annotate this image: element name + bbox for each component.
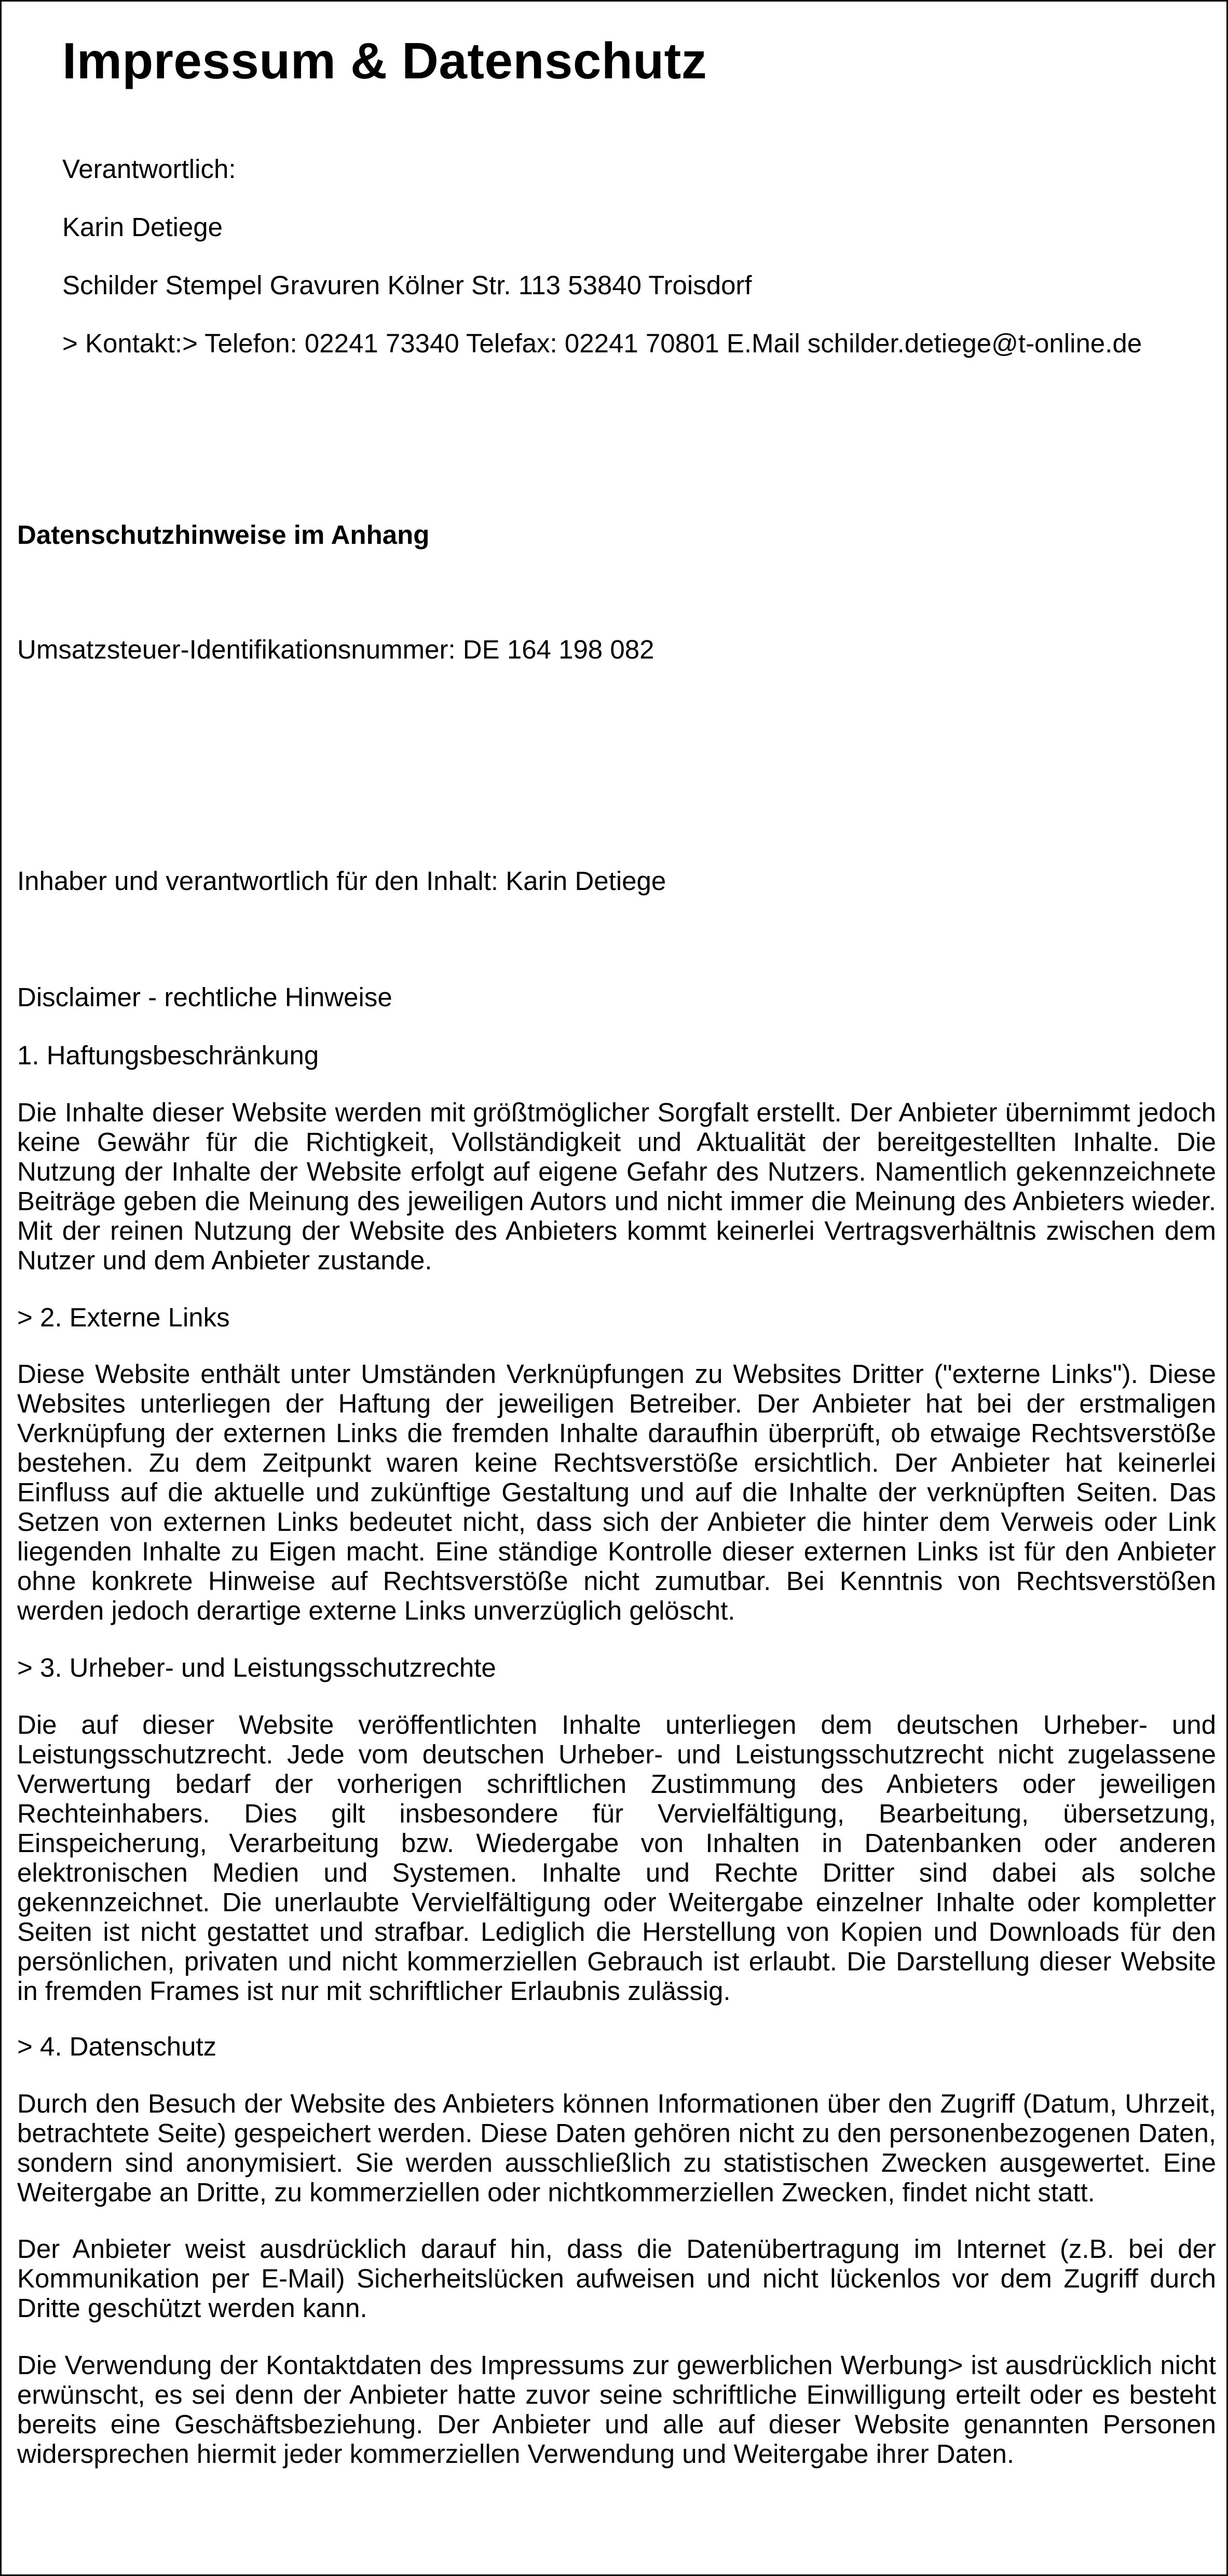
company-address: Schilder Stempel Gravuren Kölner Str. 113 53840 Troisdorf [62,270,752,300]
paragraph-data-protection-3: Die Verwendung der Kontaktdaten des Impressums zur gewerblichen Werbung> ist ausdrücklich nicht erwünscht, es sei denn der Anbieter hatte zuvor seine schriftliche Einwilligung erteilt oder es besteht bereits eine Geschäftsbeziehung. Der Anbieter und alle auf dieser Website genannten Personen widersprechen hiermit jeder kommerziellen Verwendung und Weitergabe ihrer Daten. [17,2350,1216,2469]
paragraph-liability: Die Inhalte dieser Website werden mit größtmöglicher Sorgfalt erstellt. Der Anbieter übernimmt jedoch keine Gewähr für die Richtigkeit, Vollständigkeit und Aktualität der bereitgestellten Inhalte. Die Nutzung der Inhalte der Website erfolgt auf eigene Gefahr des Nutzers. Namentlich gekennzeichnete Beiträge geben die Meinung des jeweiligen Autors und nicht immer die Meinung des Anbieters wieder. Mit der reinen Nutzung der Website des Anbieters kommt keinerlei Vertragsverhältnis zwischen dem Nutzer und dem Anbieter zustande. [17,1098,1216,1275]
page-title: Impressum & Datenschutz [62,32,707,89]
paragraph-external-links: Diese Website enthält unter Umständen Verknüpfungen zu Websites Dritter ("externe Links"). Diese Websites unterliegen der Haftung der jeweiligen Betreiber. Der Anbieter hat bei der erstmaligen Verknüpfung der externen Links die fremden Inhalte daraufhin überprüft, ob etwaige Rechtsverstöße bestehen. Zu dem Zeitpunkt waren keine Rechtsverstöße ersichtlich. Der Anbieter hat keinerlei Einfluss auf die aktuelle und zukünftige Gestaltung und auf die Inhalte der verknüpften Seiten. Das Setzen von externen Links bedeutet nicht, dass sich der Anbieter die hinter dem Verweis oder Link liegenden Inhalte zu Eigen macht. Eine ständige Kontrolle dieser externen Links ist für den Anbieter ohne konkrete Hinweise auf Rechtsverstöße nicht zumutbar. Bei Kenntnis von Rechtsverstößen werden jedoch derartige externe Links unverzüglich gelöscht. [17,1359,1216,1625]
paragraph-data-protection-2: Der Anbieter weist ausdrücklich darauf hin, dass die Datenübertragung im Internet (z.B. bei der Kommunikation per E-Mail) Sicherheitslücken aufweisen und nicht lückenlos vor dem Zugriff durch Dritte geschützt werden kann. [17,2234,1216,2323]
section-heading-external-links: > 2. Externe Links [17,1303,230,1332]
responsible-name: Karin Detiege [62,212,223,242]
owner-line: Inhaber und verantwortlich für den Inhalt: Karin Detiege [17,866,666,896]
paragraph-copyright: Die auf dieser Website veröffentlichten Inhalte unterliegen dem deutschen Urheber- und Leistungsschutzrecht. Jede vom deutschen Urheber- und Leistungsschutzrecht nicht zugelassene Verwertung bedarf der vorherigen schriftlichen Zustimmung des Anbieters oder jeweiligen Rechteinhabers. Dies gilt insbesondere für Vervielfältigung, Bearbeitung, übersetzung, Einspeicherung, Verarbeitung bzw. Wiedergabe von Inhalten in Datenbanken oder anderen elektronischen Medien und Systemen. Inhalte und Rechte Dritter sind dabei als solche gekennzeichnet. Die unerlaubte Vervielfältigung oder Weitergabe einzelner Inhalte oder kompletter Seiten ist nicht gestattet und strafbar. Lediglich die Herstellung von Kopien und Downloads für den persönlichen, privaten und nicht kommerziellen Gebrauch ist erlaubt. Die Darstellung dieser Website in fremden Frames ist nur mit schriftlicher Erlaubnis zulässig. [17,1710,1216,2006]
section-heading-copyright: > 3. Urheber- und Leistungsschutzrechte [17,1653,496,1682]
contact-line: > Kontakt:> Telefon: 02241 73340 Telefax: 02241 70801 E.Mail schilder.detiege@t-online.de [62,328,1142,358]
paragraph-data-protection-1: Durch den Besuch der Website des Anbieters können Informationen über den Zugriff (Datum, Uhrzeit, betrachtete Seite) gespeichert werden. Diese Daten gehören nicht zu den personenbezogenen Daten, sondern sind anonymisiert. Sie werden ausschließlich zu statistischen Zwecken ausgewertet. Eine Weitergabe an Dritte, zu kommerziellen oder nichtkommerziellen Zwecken, findet nicht statt. [17,2089,1216,2207]
section-heading-data-protection: > 4. Datenschutz [17,2032,217,2061]
responsible-label: Verantwortlich: [62,154,236,184]
privacy-notice-link[interactable]: Datenschutzhinweise im Anhang [17,520,430,550]
disclaimer-heading: Disclaimer - rechtliche Hinweise [17,982,392,1012]
section-heading-liability: 1. Haftungsbeschränkung [17,1040,319,1070]
vat-id: Umsatzsteuer-Identifikationsnummer: DE 164 198 082 [17,635,654,664]
